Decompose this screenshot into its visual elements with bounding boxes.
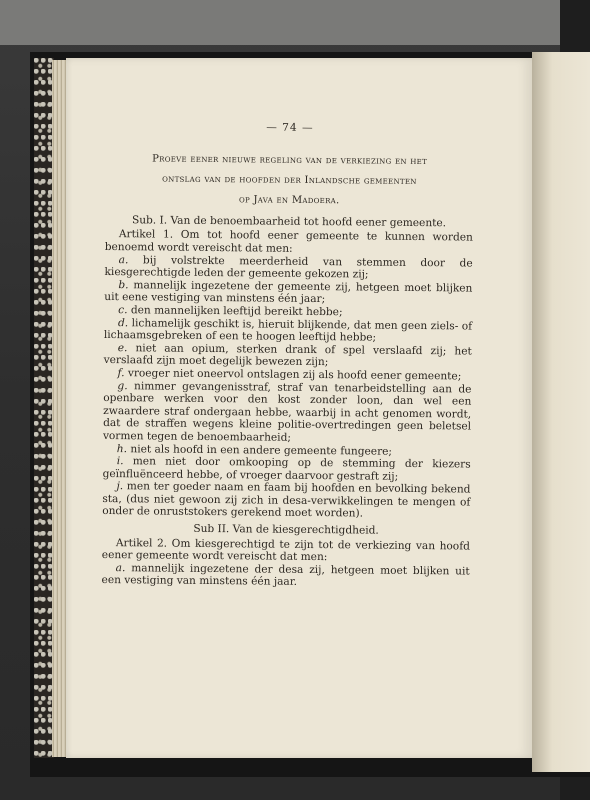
article-text: Artikel 1. Om tot hoofd eener gemeente te kunnen worden benoemd wordt vereischt dat men: <box>104 228 473 255</box>
item-letter: a. <box>115 561 126 575</box>
item-letter: d. <box>117 316 129 329</box>
item-letter: a. <box>118 253 129 266</box>
page-title <box>105 153 473 210</box>
list-item <box>104 279 472 308</box>
list-item <box>102 480 470 521</box>
item-text: lichamelijk geschikt is, hieruit blijkende, dat men geen ziels- of lichaamsgebreken of een te hoogen leeftijd hebbe; <box>103 316 473 344</box>
list-item <box>104 317 472 346</box>
item-letter: j. <box>116 480 124 493</box>
item-text: niet aan opium, sterken drank of spel verslaafd zij; het verslaafd zijn moet degelijk bewezen zijn; <box>103 342 472 369</box>
item-letter: b. <box>118 278 129 292</box>
item-text: nimmer gevangenisstraf, straf van tenarbeidstelling aan de openbare werken voor den kost zonder loon, dan wel een zwaardere straf ondergaan hebbe, waarbij in acht genomen wordt, dat de straffen wegens kleine politie-overtredingen geen beletsel vormen tegen de benoembaarheid; <box>102 379 472 444</box>
facing-page-edge <box>532 52 590 772</box>
item-letter: i. <box>116 455 124 468</box>
item-text: bij volstrekte meerderheid van stemmen door de kiesgerechtigde leden der gemeente gekozen zij; <box>104 253 473 281</box>
title-line: op Java en Madoera. <box>238 194 340 207</box>
article-text: Artikel 2. Om kiesgerechtigd te zijn tot de verkiezing van hoofd eener gemeente wordt vereischt dat men: <box>101 536 470 564</box>
requirements-list <box>102 562 470 591</box>
section-heading: Sub II. Van de kiesgerechtigdheid. <box>193 522 379 537</box>
item-text: mannelijk ingezetene der gemeente zij, hetgeen moet blijken uit eene vestiging van minstens één jaar; <box>104 279 473 306</box>
item-text: mannelijk ingezetene der desa zij, hetgeen moet blijken uit een vestiging van minstens één jaar. <box>101 562 470 589</box>
item-text: men niet door omkooping op de stemming der kiezers geïnfluënceerd hebbe, of vroeger daarvoor gestraft zij; <box>102 455 471 483</box>
item-letter: e. <box>117 341 128 354</box>
item-letter: g. <box>117 379 128 392</box>
list-item <box>102 562 470 591</box>
item-text: vroeger niet oneervol ontslagen zij als hoofd eener gemeente; <box>127 367 462 383</box>
marbled-endpaper <box>34 58 54 758</box>
item-letter: f. <box>117 367 125 380</box>
background-surface <box>0 0 560 45</box>
list-item <box>103 380 472 446</box>
item-text: men ter goeder naam en faam bij hoofden en bevolking bekend sta, (dus niet gewoon zij zich in desa-verwikkelingen te mengen of onder de onruststokers gerekend moet worden). <box>102 480 471 520</box>
title-line: ontslag van de hoofden der Inlandsche gemeenten <box>162 173 417 187</box>
list-item <box>104 254 472 283</box>
item-text: niet als hoofd in een andere gemeente fungeere; <box>130 442 393 458</box>
list-item <box>103 455 471 484</box>
page-number: — 74 — <box>266 121 314 134</box>
page-text <box>102 120 474 591</box>
section-heading: Sub. I. Van de benoembaarheid tot hoofd eener gemeente. <box>131 214 447 230</box>
item-letter: h. <box>116 442 128 455</box>
title-line: Proeve eener nieuwe regeling van de verkiezing en het <box>152 153 428 167</box>
item-text: den mannelijken leeftijd bereikt hebbe; <box>130 304 343 319</box>
item-letter: c. <box>118 304 128 317</box>
list-item <box>104 342 472 371</box>
requirements-list <box>102 254 473 522</box>
